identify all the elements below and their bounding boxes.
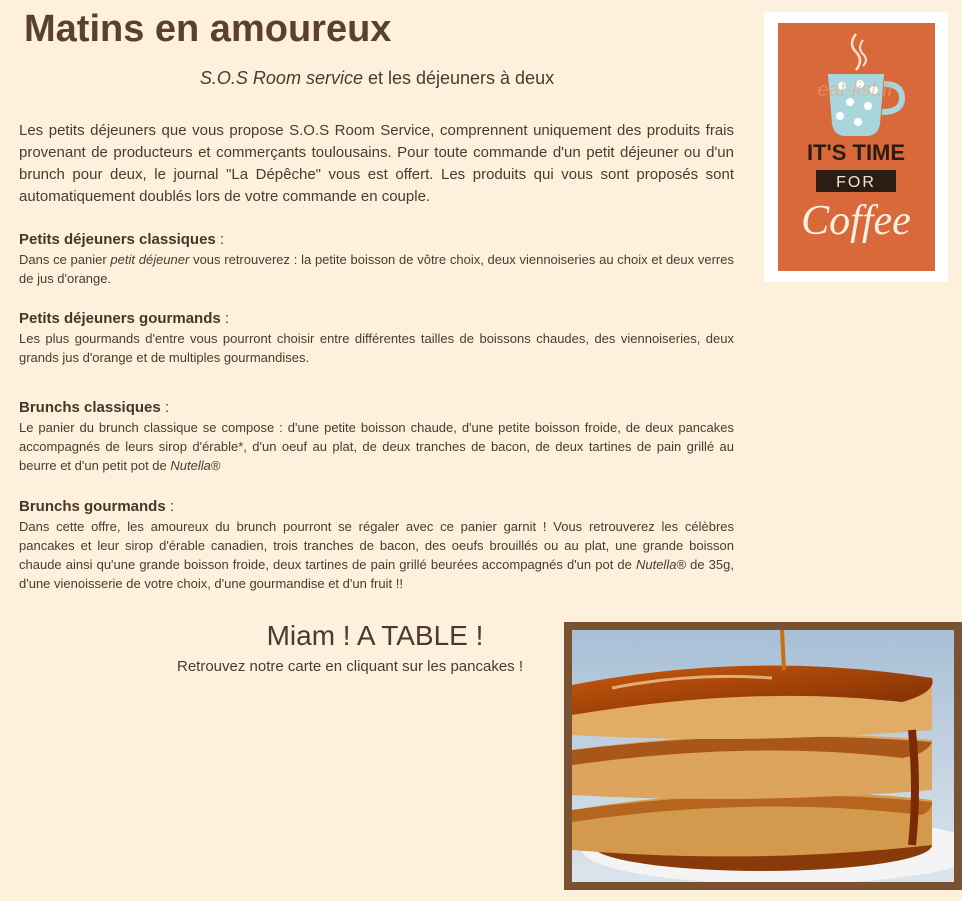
section-body-text: Dans cette offre, les amoureux du brunch pourront se régaler avec ce panier garnit ! Vous retrouverez les célèbres pancakes et leur sirop d'érable canadien, trois tranches de bacon, des oeufs brouillés ou au plat, une grande boisson chaude ainsi qu'une grande boisson froide, deux tartines de pain grillé beurées accompagnés d'un pot de bbox=[19, 519, 734, 572]
section-heading bbox=[19, 230, 734, 250]
section-heading-colon: : bbox=[165, 498, 175, 515]
pancakes-menu-link[interactable] bbox=[564, 622, 962, 890]
poster-watermark: eat-list.fr bbox=[817, 79, 895, 101]
section-heading-name: Brunchs gourmands bbox=[19, 498, 166, 515]
poster-line-3: Coffee bbox=[801, 198, 911, 244]
page-title: Matins en amoureux bbox=[24, 8, 392, 50]
section-body-text: ® de 35g, d'une vienoisserie de votre choix, d'une gourmandise et d'un fruit !! bbox=[19, 557, 734, 591]
poster-line-2: FOR bbox=[836, 174, 876, 191]
section-body bbox=[19, 418, 734, 475]
section-heading-colon: : bbox=[220, 310, 230, 327]
section-body bbox=[19, 517, 734, 593]
section-body bbox=[19, 250, 734, 288]
section-brunchs-classiques bbox=[19, 398, 734, 475]
section-brunchs-gourmands bbox=[19, 497, 734, 593]
section-petits-dejeuners-classiques bbox=[19, 230, 734, 288]
section-heading-name: Brunchs classiques bbox=[19, 399, 161, 416]
section-body-italic: Nutella bbox=[170, 458, 211, 473]
coffee-poster-image bbox=[764, 12, 948, 282]
section-petits-dejeuners-gourmands bbox=[19, 309, 734, 367]
pancakes-image bbox=[572, 630, 954, 882]
section-body-text: vous retrouverez : la petite boisson de vôtre choix, deux viennoiseries au choix et deux verres de jus d'orange. bbox=[19, 252, 734, 286]
section-heading bbox=[19, 309, 734, 329]
subtitle-brand: S.O.S Room service bbox=[199, 68, 363, 88]
section-heading-name: Petits déjeuners classiques bbox=[19, 231, 216, 248]
miam-heading: Miam ! A TABLE ! bbox=[266, 620, 484, 651]
section-body-text: Dans ce panier bbox=[19, 252, 111, 267]
section-heading-colon: : bbox=[215, 231, 225, 248]
section-heading bbox=[19, 398, 734, 418]
section-body-italic: Nutella bbox=[635, 557, 677, 572]
poster-line-1: IT'S TIME bbox=[806, 140, 906, 165]
section-heading bbox=[19, 497, 734, 517]
intro-paragraph: Les petits déjeuners que vous propose S.O.S Room Service, comprennent uniquement des produits frais provenant de producteurs et commerçants toulousains. Pour toute commande d'un petit déjeuner ou d'un brunch pour deux, le journal "La Dépêche" vous est offert. Les produits qui vous sont proposés sont automatiquement doublés lors de votre commande en couple. bbox=[19, 122, 734, 205]
section-heading-colon: : bbox=[160, 399, 170, 416]
section-body-italic: petit déjeuner bbox=[110, 252, 190, 267]
page-subtitle bbox=[20, 68, 734, 89]
miam-subtext: Retrouvez notre carte en cliquant sur les pancakes ! bbox=[176, 658, 524, 675]
subtitle-rest: et les déjeuners à deux bbox=[362, 68, 555, 88]
section-body-text: Le panier du brunch classique se compose : d'une petite boisson chaude, d'une petite boisson froide, de deux pancakes accompagnés de leurs sirop d'érable*, d'un oeuf au plat, de deux tranches de bacon, de deux tartines de pain grillé au beurre et d'un petit pot de bbox=[19, 420, 734, 473]
section-heading-name: Petits déjeuners gourmands bbox=[19, 310, 221, 327]
section-body: Les plus gourmands d'entre vous pourront choisir entre différentes tailles de boissons chaudes, des viennoiseries, deux grands jus d'orange et de multiples gourmandises. bbox=[19, 331, 734, 365]
section-body-text: ® bbox=[210, 458, 221, 473]
